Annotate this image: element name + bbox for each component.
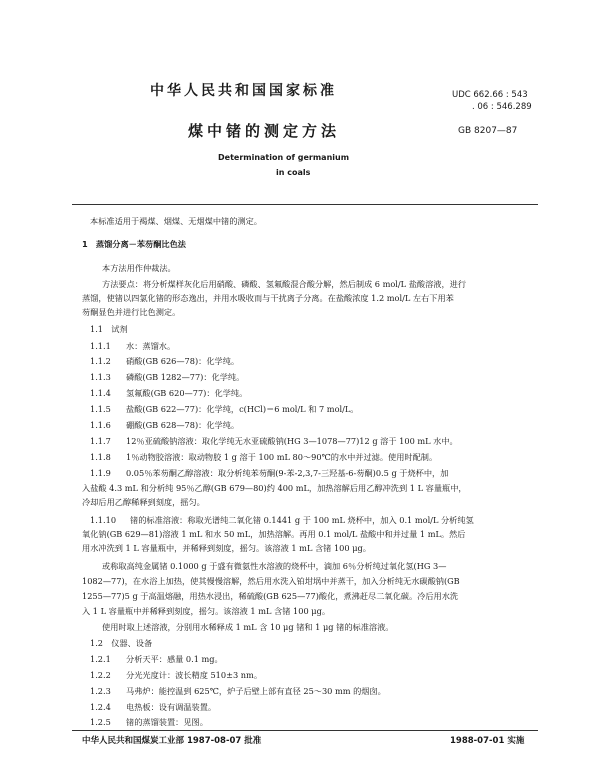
english-title-line2: in coals	[276, 168, 311, 177]
apparatus-item	[90, 653, 223, 665]
reagent-number: 1.1.6	[90, 420, 111, 430]
udc-code-line2: . 06 : 546.289	[472, 102, 532, 112]
reagent-text: 氢氟酸(GB 620—77)：化学纯。	[126, 388, 248, 398]
apparatus-number: 1.2.1	[90, 654, 111, 664]
apparatus-item	[90, 716, 208, 728]
apparatus-text: 马弗炉：能控温到 625℃，炉子后壁上部有直径 25～30 mm 的烟囱。	[126, 686, 386, 696]
alternate-method-line-3: 1255—77)5 g 于高温熔融，用热水浸出，稀硫酸(GB 625—77)酸化，煮沸赶尽二氧化碳。冷后用水洗	[82, 591, 459, 601]
reagent-number: 1.1.2	[90, 356, 111, 366]
effective-date: 1988-07-01 实施	[450, 736, 525, 746]
reagent-number: 1.1.4	[90, 388, 111, 398]
principle-line-2: 蒸馏，使锗以四氯化锗的形态逸出，并用水吸收而与干扰离子分离。在盐酸浓度 1.2 mol/L 左右下用苯	[82, 293, 454, 303]
alternate-method-line-2: 1082—77)，在水浴上加热，使其慢慢溶解，然后用水洗入铂坩埚中并蒸干，加入分析纯无水碳酸钠(GB	[82, 576, 460, 586]
reagent-text: 锗的标准溶液：称取光谱纯二氧化锗 0.1441 g 于 100 mL 烧杯中，加入 0.1 mol/L 分析纯氢	[130, 515, 474, 525]
alternate-method-line-5: 使用时取上述溶液，分别用水稀释成 1 mL 含 10 μg 锗和 1 μg 锗的标准溶液。	[102, 622, 394, 632]
apparatus-text: 分光光度计：波长精度 510±3 nm。	[126, 670, 263, 680]
reagent-number: 1.1.5	[90, 404, 111, 414]
reagents-heading: 1.1 试剂	[90, 324, 128, 334]
reagent-1-1-9-continued-1: 入盐酸 4.3 mL 和分析纯 95％乙醇(GB 679—80)约 400 mL，加热溶解后用乙醇冲洗到 1 L 容量瓶中，	[82, 483, 467, 493]
document-title: 煤中锗的测定方法	[188, 122, 341, 140]
apparatus-text: 分析天平：感量 0.1 mg。	[126, 654, 223, 664]
reagent-item	[90, 514, 474, 526]
apparatus-item	[90, 685, 386, 697]
reagent-item	[90, 387, 247, 399]
apparatus-item	[90, 669, 262, 681]
reagent-1-1-9-continued-2: 冷却后用乙醇稀释到刻度，摇匀。	[82, 497, 205, 507]
reagent-text: 盐酸(GB 622—77)：化学纯，c(HCl)＝6 mol/L 和 7 mol/L。	[126, 404, 359, 414]
reagent-item	[90, 355, 239, 367]
apparatus-number: 1.2.5	[90, 717, 111, 727]
standard-title: 中华人民共和国国家标准	[150, 83, 337, 99]
reagent-item	[90, 340, 175, 352]
reagent-text: 水：蒸馏水。	[126, 341, 176, 351]
reagent-item	[90, 419, 239, 431]
reagent-text: 硼酸(GB 628—78)：化学纯。	[126, 420, 240, 430]
reagent-text: 磷酸(GB 1282—77)：化学纯。	[126, 372, 245, 382]
intro-paragraph: 本方法用作仲裁法。	[102, 263, 176, 273]
scope-paragraph: 本标准适用于褐煤、烟煤、无烟煤中锗的测定。	[90, 216, 262, 226]
reagent-1-1-10-continued-2: 用水冲洗到 1 L 容量瓶中，并稀释到刻度，摇匀。该溶液 1 mL 含锗 100 μg。	[82, 543, 371, 553]
apparatus-heading: 1.2 仪器、设备	[90, 638, 153, 648]
reagent-text: 12％亚硫酸钠溶液：取化学纯无水亚硫酸钠(HG 3—1078—77)12 g 溶于 100 mL 水中。	[126, 436, 458, 446]
section-1-heading: 1 蒸馏分离－苯芴酮比色法	[82, 239, 186, 249]
reagent-item	[90, 403, 359, 415]
approval-notice: 中华人民共和国煤炭工业部 1987-08-07 批准	[82, 736, 262, 746]
reagent-number: 1.1.3	[90, 372, 111, 382]
apparatus-number: 1.2.3	[90, 686, 111, 696]
gb-number: GB 8207—87	[458, 126, 518, 136]
udc-code-line1: UDC 662.66 : 543	[452, 90, 528, 100]
reagent-text: 1％动物胶溶液：取动物胶 1 g 溶于 100 mL 80～90℃的水中并过滤。使用时配制。	[126, 452, 438, 462]
reagent-text: 0.05％苯芴酮乙醇溶液：取分析纯苯芴酮(9-苯-2,3,7-三羟基-6-芴酮)0.5 g 于烧杯中，加	[126, 468, 449, 478]
english-title-line1: Determination of germanium	[218, 153, 350, 162]
reagent-number: 1.1.10	[90, 515, 117, 525]
principle-line-3: 芴酮显色并进行比色测定。	[82, 307, 181, 317]
apparatus-number: 1.2.2	[90, 670, 111, 680]
apparatus-number: 1.2.4	[90, 702, 111, 712]
alternate-method-line-1: 或称取高纯金属锗 0.1000 g 于盛有微氨性水溶液的烧杯中，滴加 6％分析纯过氧化氢(HG 3—	[102, 561, 447, 571]
footer-divider	[72, 730, 538, 731]
reagent-number: 1.1.8	[90, 452, 111, 462]
apparatus-text: 电热板：设有调温装置。	[126, 702, 217, 712]
reagent-number: 1.1.9	[90, 468, 111, 478]
reagent-item	[90, 371, 244, 383]
reagent-1-1-10-continued-1: 氧化钠(GB 629—81)溶液 1 mL 和水 50 mL，加热溶解。再用 0.1 mol/L 盐酸中和并过量 1 mL。然后	[82, 529, 466, 539]
reagent-number: 1.1.7	[90, 436, 111, 446]
alternate-method-line-4: 入 1 L 容量瓶中并稀释到刻度，摇匀。该溶液 1 mL 含锗 100 μg。	[82, 606, 331, 616]
apparatus-text: 锗的蒸馏装置：见图。	[126, 717, 208, 727]
reagent-item	[90, 435, 458, 447]
reagent-item	[90, 451, 437, 463]
reagent-number: 1.1.1	[90, 341, 111, 351]
reagent-item	[90, 467, 448, 479]
principle-line-1: 方法要点：将分析煤样灰化后用硝酸、磷酸、氢氟酸混合酸分解，然后制成 6 mol/L 盐酸溶液，进行	[102, 279, 467, 289]
apparatus-item	[90, 701, 216, 713]
reagent-text: 硝酸(GB 626—78)：化学纯。	[126, 356, 240, 366]
